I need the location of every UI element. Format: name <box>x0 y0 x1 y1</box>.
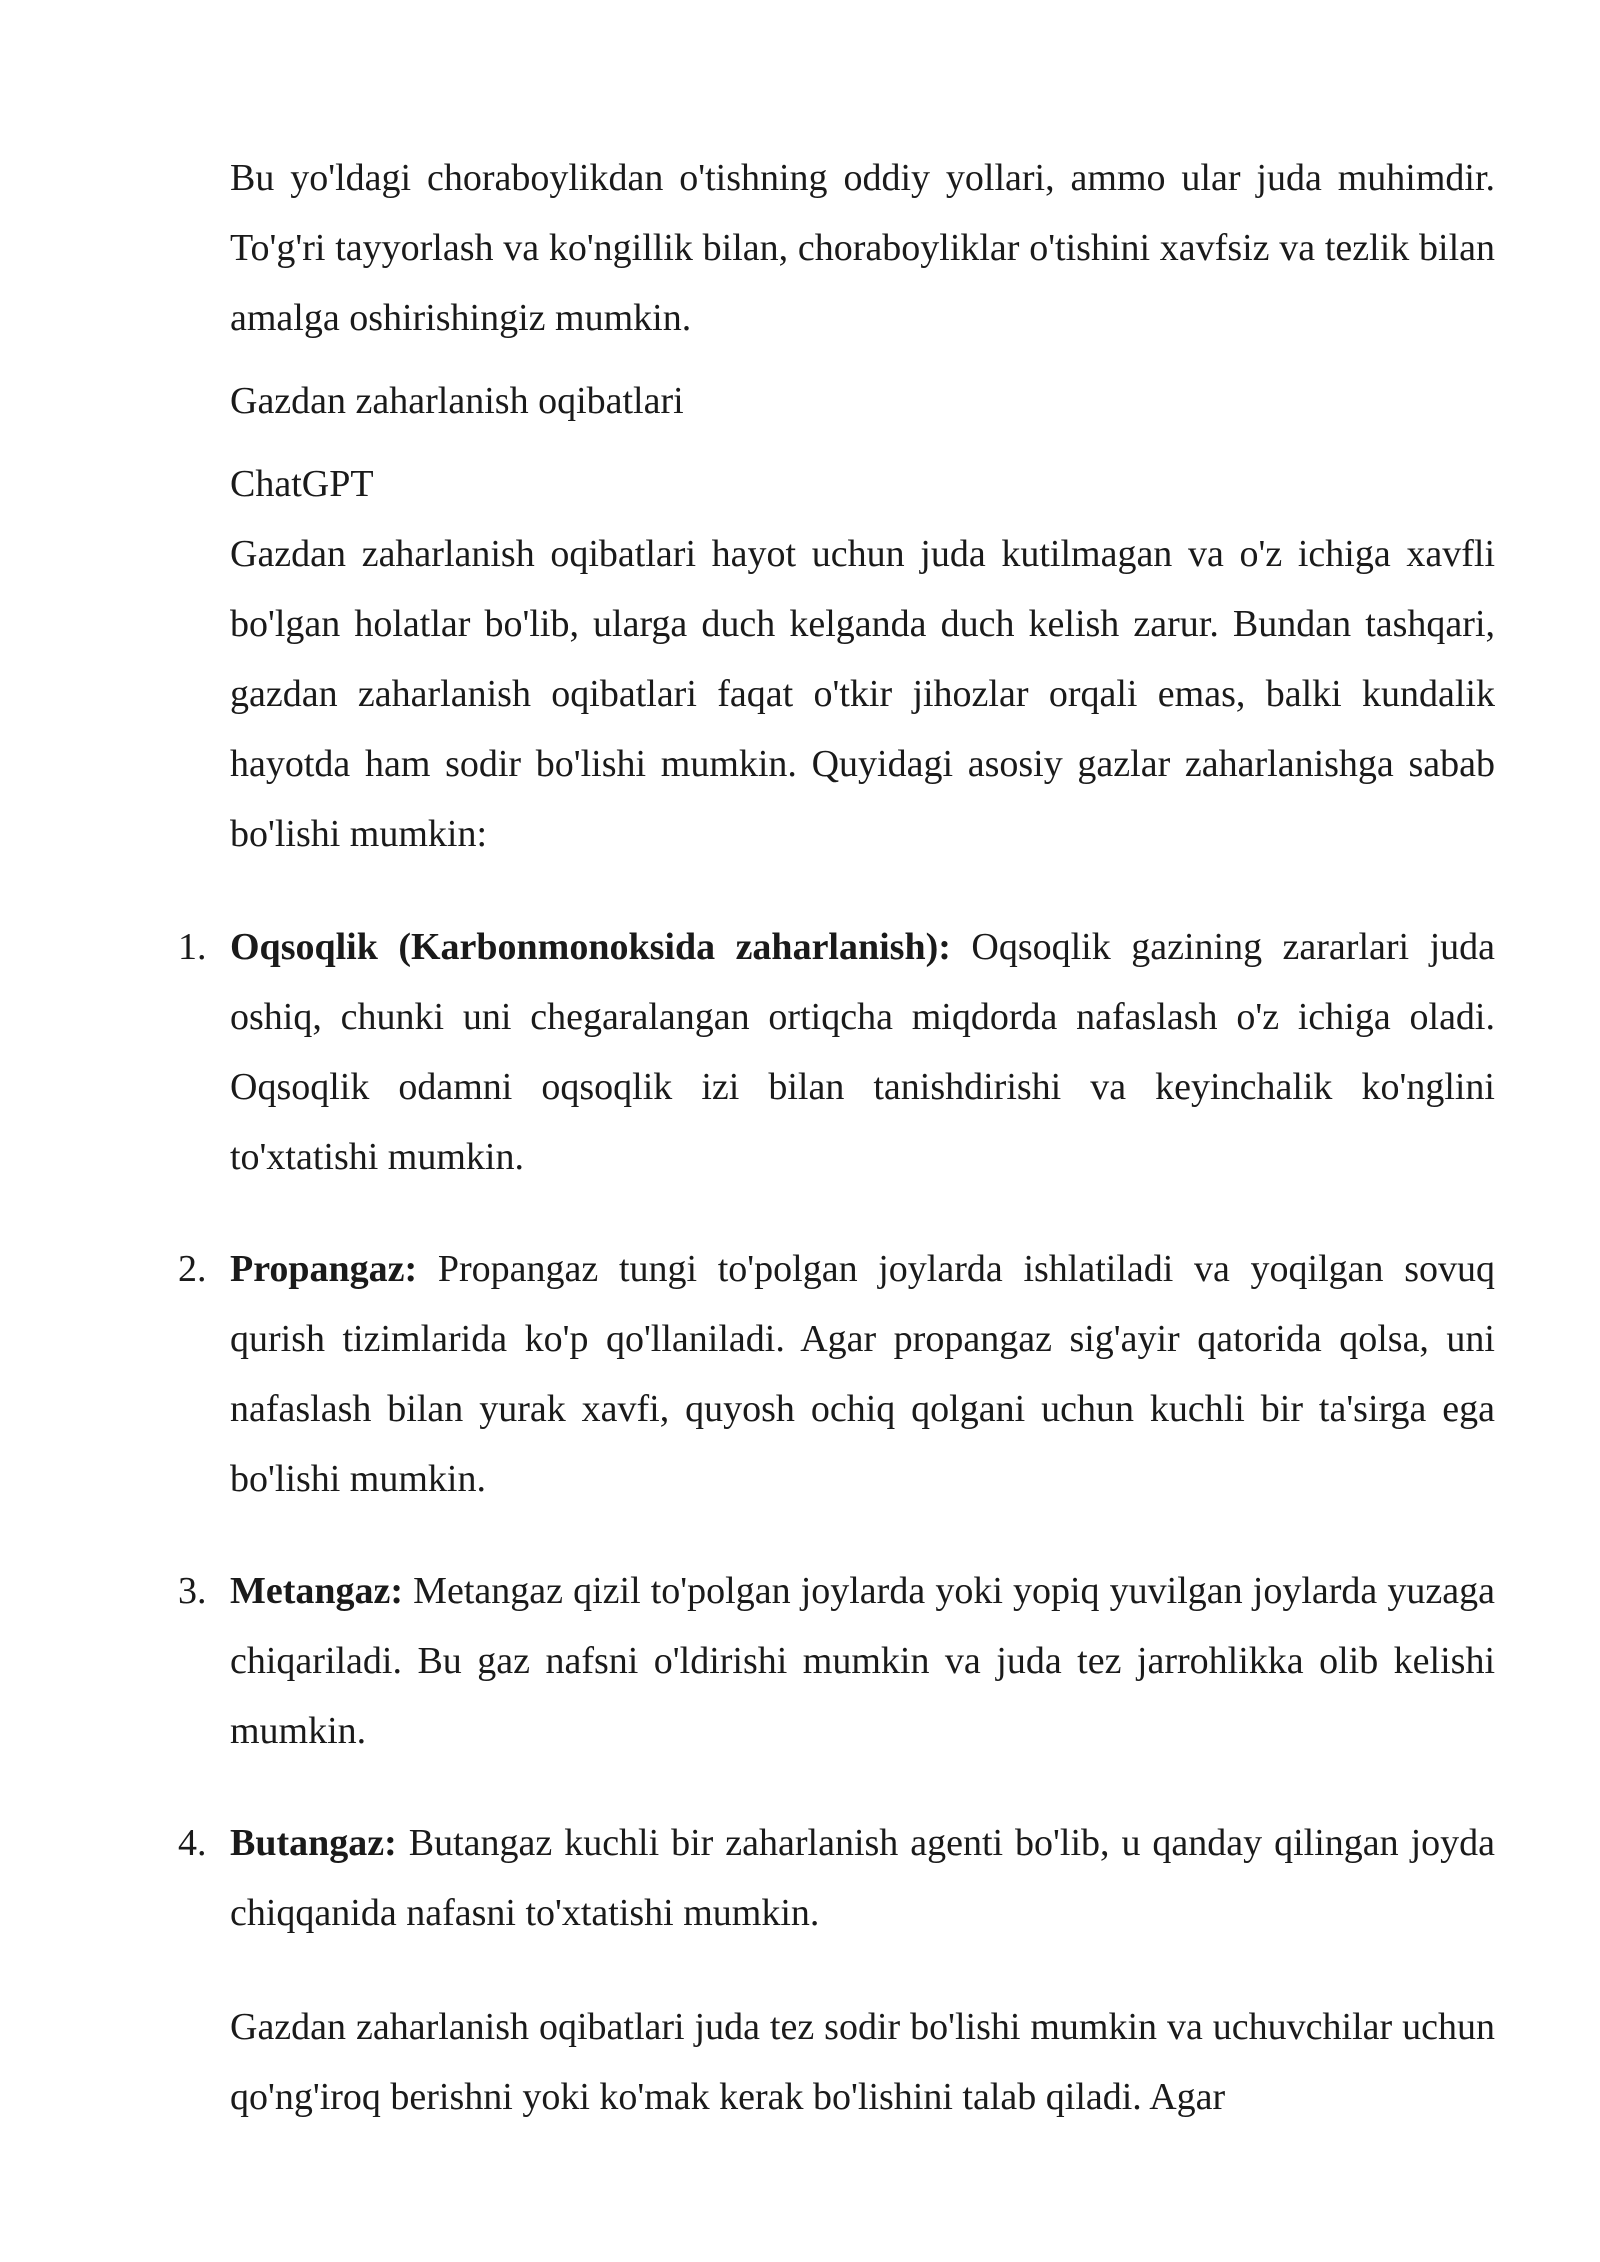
list-item-term: Oqsoqlik (Karbonmonoksida zaharlanish): <box>230 926 951 968</box>
list-item-text: Propangaz tungi to'polgan joylarda ishlatiladi va yoqilgan sovuq qurish tizimlarida ko'p qo'llaniladi. Agar propangaz sig'ayir qatorida qolsa, uni nafaslash bilan yurak xavfi, quyosh ochiq qolgani uchun kuchli bir ta'sirga ega bo'lishi mumkin. <box>230 1248 1495 1500</box>
list-item <box>0 912 1600 1192</box>
author-label: ChatGPT <box>230 463 374 505</box>
list-item-text: Metangaz qizil to'polgan joylarda yoki yopiq yuvilgan joylarda yuzaga chiqariladi. Bu gaz nafsni o'ldirishi mumkin va juda tez jarrohlikka olib kelishi mumkin. <box>230 1570 1495 1752</box>
list-item <box>0 1556 1600 1766</box>
list-item <box>0 1234 1600 1514</box>
list-item-number: 1. <box>178 926 207 968</box>
list-item-number: 4. <box>178 1822 207 1864</box>
intro-paragraph: Bu yo'ldagi choraboylikdan o'tishning oddiy yollari, ammo ular juda muhimdir. To'g'ri tayyorlash va ko'ngillik bilan, choraboyliklar o'tishini xavfsiz va tezlik bilan amalga oshirishingiz mumkin. <box>230 157 1495 339</box>
body-paragraph: Gazdan zaharlanish oqibatlari hayot uchun juda kutilmagan va o'z ichiga xavfli bo'lgan holatlar bo'lib, ularga duch kelganda duch kelish zarur. Bundan tashqari, gazdan zaharlanish oqibatlari faqat o'tkir jihozlar orqali emas, balki kundalik hayotda ham sodir bo'lishi mumkin. Quyidagi asosiy gazlar zaharlanishga sabab bo'lishi mumkin: <box>230 533 1495 855</box>
list-item-term: Metangaz: <box>230 1570 404 1612</box>
list-item-term: Propangaz: <box>230 1248 418 1290</box>
list-item-body <box>230 1556 1495 1766</box>
list-item-number: 3. <box>178 1570 207 1612</box>
list-item <box>0 1808 1600 1948</box>
section-heading: Gazdan zaharlanish oqibatlari <box>230 380 684 422</box>
list-item-number: 2. <box>178 1248 207 1290</box>
list-item-text: Oqsoqlik gazining zararlari juda oshiq, chunki uni chegaralangan ortiqcha miqdorda nafaslash o'z ichiga oladi. Oqsoqlik odamni oqsoqlik izi bilan tanishdirishi va keyinchalik ko'nglini to'xtatishi mumkin. <box>230 926 1495 1178</box>
list-item-body <box>230 1234 1495 1514</box>
list-item-body <box>230 912 1495 1192</box>
list-item-body <box>230 1808 1495 1948</box>
list-item-text: Butangaz kuchli bir zaharlanish agenti bo'lib, u qanday qilingan joyda chiqqanida nafasni to'xtatishi mumkin. <box>230 1822 1495 1934</box>
list-item-term: Butangaz: <box>230 1822 397 1864</box>
closing-paragraph: Gazdan zaharlanish oqibatlari juda tez sodir bo'lishi mumkin va uchuvchilar uchun qo'ng'iroq berishni yoki ko'mak kerak bo'lishini talab qiladi. Agar <box>230 2006 1495 2118</box>
gas-list <box>0 912 1600 1990</box>
